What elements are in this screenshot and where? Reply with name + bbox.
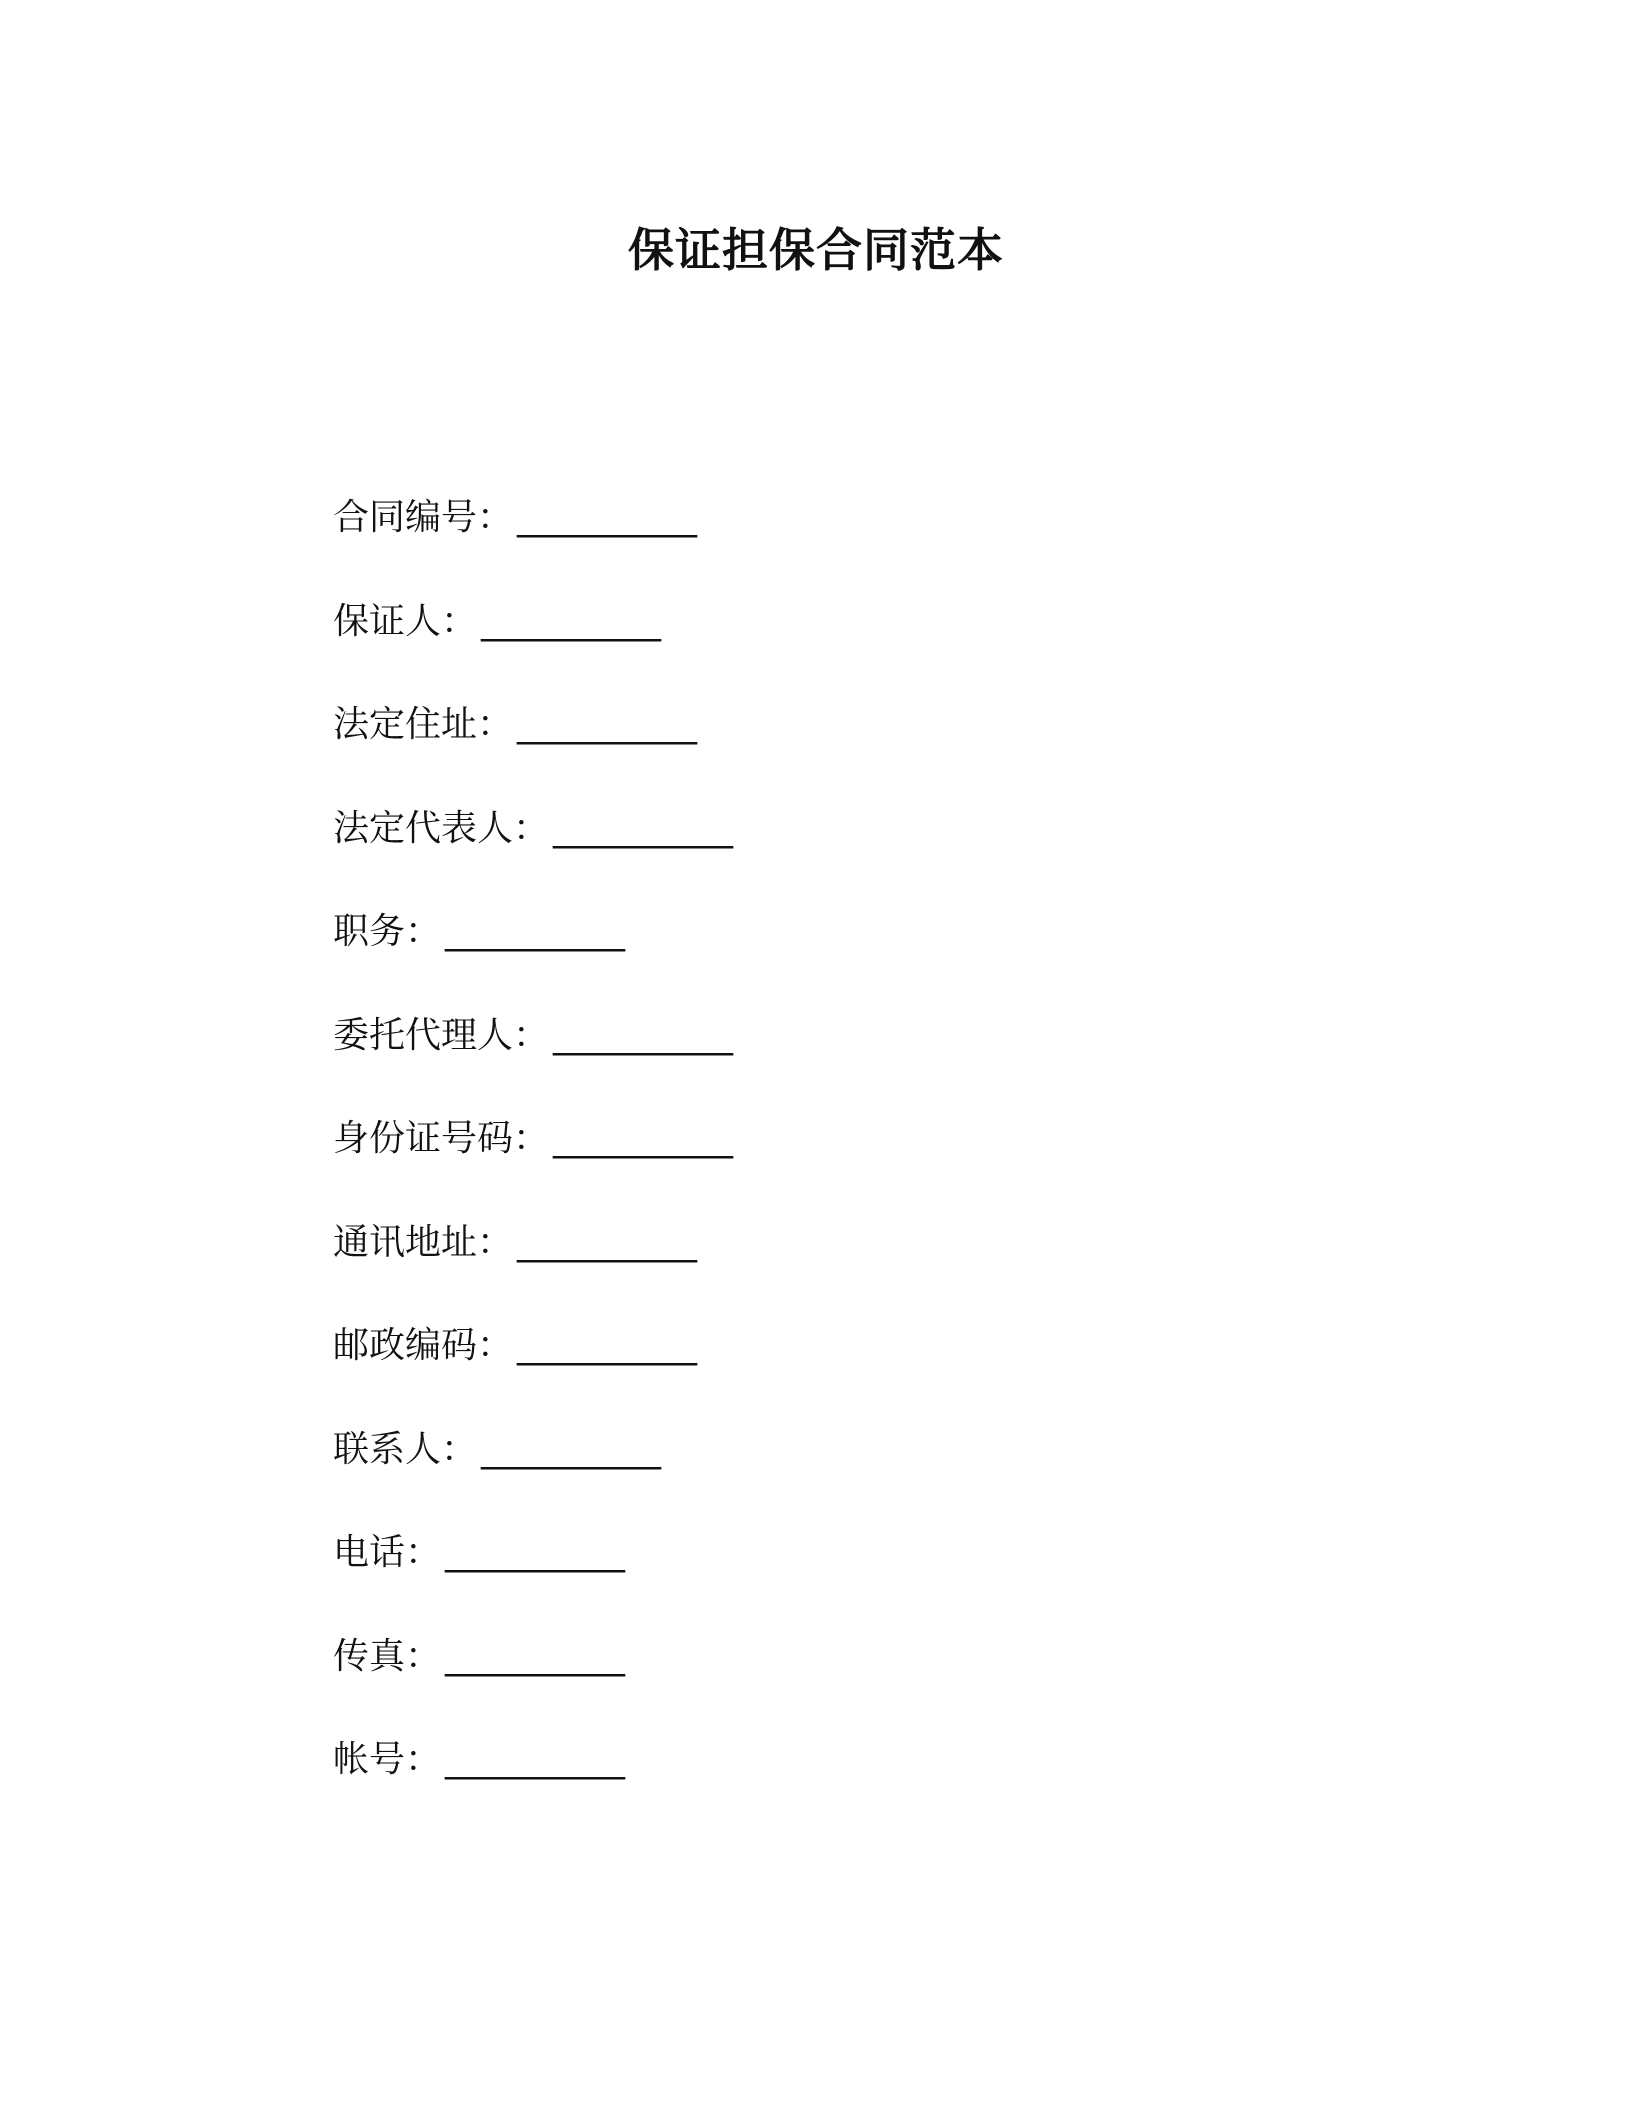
field-blank: __________ (517, 1325, 698, 1366)
field-label: 法定代表人： (333, 807, 550, 849)
field-label: 委托代理人： (333, 1014, 550, 1056)
field-blank: __________ (445, 1635, 626, 1677)
field-label: 合同编号： (333, 497, 514, 538)
field-position (333, 904, 1233, 1008)
field-label: 通讯地址： (333, 1221, 514, 1263)
document-title: 保证担保合同范本 (628, 223, 1004, 277)
field-authorized-agent (333, 1008, 1233, 1112)
field-blank: __________ (517, 1221, 698, 1263)
field-label: 法定住址： (333, 704, 514, 745)
field-blank: __________ (517, 704, 698, 745)
field-blank: __________ (445, 1532, 626, 1573)
field-label: 传真： (333, 1635, 442, 1677)
field-id-number (333, 1111, 1233, 1215)
field-blank: __________ (553, 1014, 734, 1056)
field-label: 电话： (333, 1532, 442, 1573)
field-blank: __________ (445, 1739, 626, 1780)
field-contract-number (333, 490, 1233, 594)
field-legal-representative (333, 801, 1233, 905)
field-label: 职务： (333, 911, 442, 952)
field-blank: __________ (553, 1118, 734, 1159)
field-contact-person (333, 1422, 1233, 1526)
field-blank: __________ (553, 807, 734, 849)
field-list (333, 490, 1233, 1836)
field-blank: __________ (481, 600, 662, 642)
field-label: 保证人： (333, 600, 478, 642)
field-account-number (333, 1732, 1233, 1836)
field-mailing-address (333, 1215, 1233, 1319)
field-label: 联系人： (333, 1428, 478, 1470)
field-fax (333, 1629, 1233, 1733)
field-guarantor (333, 594, 1233, 698)
field-blank: __________ (481, 1428, 662, 1470)
field-blank: __________ (445, 911, 626, 952)
field-label: 身份证号码： (333, 1118, 550, 1159)
field-legal-address (333, 697, 1233, 801)
field-phone (333, 1525, 1233, 1629)
field-label: 帐号： (333, 1739, 442, 1780)
field-label: 邮政编码： (333, 1325, 514, 1366)
field-blank: __________ (517, 497, 698, 538)
field-postal-code (333, 1318, 1233, 1422)
